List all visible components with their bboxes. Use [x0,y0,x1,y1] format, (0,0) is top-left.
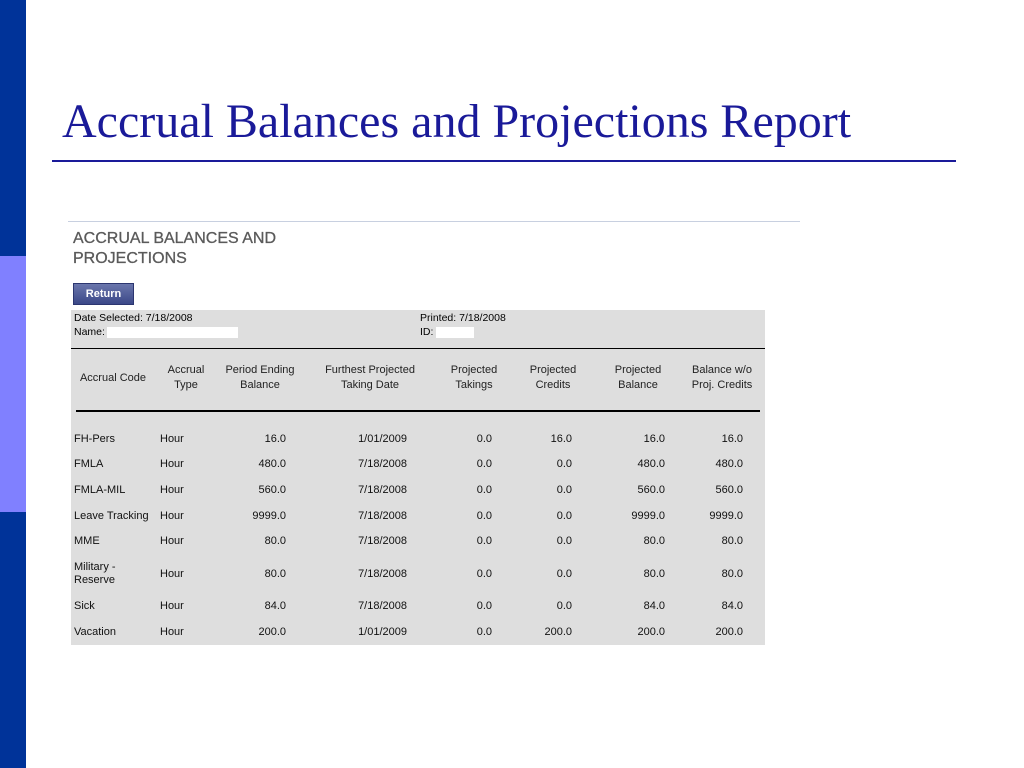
table-cell-accrual-type: Hour [160,535,184,547]
table-cell-projected-balance: 200.0 [637,626,665,638]
table-cell-projected-balance: 16.0 [643,433,665,445]
column-header-projected-credits: Projected Credits [529,364,577,391]
table-cell-projected-credits: 0.0 [556,458,572,470]
header-bottom-rule [76,410,760,412]
header-top-rule [71,348,765,349]
table-cell-projected-credits: 0.0 [556,568,572,580]
table-cell-furthest-projected-taking-date: 1/01/2009 [358,433,407,445]
table-cell-period-ending-balance: 200.0 [258,626,286,638]
redacted-id [436,327,474,338]
table-cell-accrual-code: Vacation [74,626,116,638]
table-cell-furthest-projected-taking-date: 7/18/2008 [358,458,407,470]
table-cell-projected-balance: 560.0 [637,484,665,496]
table-cell-projected-takings: 0.0 [476,568,492,580]
table-cell-furthest-projected-taking-date: 1/01/2009 [358,626,407,638]
redacted-name [107,327,238,338]
column-header-accrual-type: Accrual Type [167,364,205,391]
table-cell-period-ending-balance: 16.0 [264,433,286,445]
table-cell-projected-takings: 0.0 [476,535,492,547]
table-cell-furthest-projected-taking-date: 7/18/2008 [358,484,407,496]
title-underline [52,160,956,162]
table-cell-balance-wo-proj-credits: 80.0 [721,568,743,580]
table-cell-balance-wo-proj-credits: 480.0 [715,458,743,470]
table-cell-projected-takings: 0.0 [476,510,492,522]
table-cell-balance-wo-proj-credits: 16.0 [721,433,743,445]
table-row [71,626,765,639]
table-cell-accrual-type: Hour [160,433,184,445]
table-cell-projected-credits: 200.0 [544,626,572,638]
table-cell-accrual-code: Leave Tracking [74,510,149,522]
table-cell-projected-credits: 0.0 [556,484,572,496]
table-cell-furthest-projected-taking-date: 7/18/2008 [358,535,407,547]
table-cell-projected-takings: 0.0 [476,458,492,470]
table-cell-projected-balance: 480.0 [637,458,665,470]
table-cell-period-ending-balance: 9999.0 [252,510,286,522]
table-cell-accrual-code: Sick [74,600,95,612]
report-heading: ACCRUAL BALANCES AND PROJECTIONS [73,230,277,267]
id-label: ID: [420,326,434,338]
table-cell-balance-wo-proj-credits: 84.0 [721,600,743,612]
column-header-period-ending-balance: Period Ending Balance [225,364,295,391]
table-cell-projected-takings: 0.0 [476,626,492,638]
column-header-accrual-code: Accrual Code [79,372,147,384]
table-cell-accrual-code: MME [74,535,100,547]
table-cell-projected-balance: 9999.0 [631,510,665,522]
date-selected: Date Selected: 7/18/2008 [74,312,193,324]
table-cell-accrual-type: Hour [160,568,184,580]
table-cell-projected-balance: 80.0 [643,568,665,580]
table-row [71,510,765,523]
table-cell-period-ending-balance: 560.0 [258,484,286,496]
table-cell-projected-takings: 0.0 [476,484,492,496]
column-header-projected-balance: Projected Balance [614,364,662,391]
slide-side-bar-accent [0,256,26,512]
table-cell-projected-takings: 0.0 [476,600,492,612]
table-cell-projected-credits: 0.0 [556,535,572,547]
table-cell-accrual-code: Military - Reserve [74,561,116,586]
table-row [71,535,765,548]
table-cell-projected-balance: 84.0 [643,600,665,612]
table-cell-period-ending-balance: 80.0 [264,535,286,547]
table-cell-balance-wo-proj-credits: 200.0 [715,626,743,638]
name-label: Name: [74,326,105,338]
table-cell-period-ending-balance: 480.0 [258,458,286,470]
table-cell-period-ending-balance: 84.0 [264,600,286,612]
table-cell-accrual-type: Hour [160,484,184,496]
table-cell-accrual-code: FH-Pers [74,433,115,445]
column-header-furthest-projected-taking-date: Furthest Projected Taking Date [325,364,415,391]
table-cell-accrual-type: Hour [160,600,184,612]
table-cell-accrual-code: FMLA-MIL [74,484,126,496]
table-cell-furthest-projected-taking-date: 7/18/2008 [358,568,407,580]
table-row [71,484,765,497]
table-cell-projected-credits: 16.0 [550,433,572,445]
printed-date: Printed: 7/18/2008 [420,312,506,324]
table-row [71,433,765,446]
table-cell-accrual-type: Hour [160,458,184,470]
table-cell-accrual-type: Hour [160,510,184,522]
table-row [71,561,765,587]
column-header-balance-w-o-proj-credits: Balance w/o Proj. Credits [691,364,753,391]
table-cell-balance-wo-proj-credits: 80.0 [721,535,743,547]
table-cell-furthest-projected-taking-date: 7/18/2008 [358,510,407,522]
return-button[interactable]: Return [73,283,134,305]
table-cell-balance-wo-proj-credits: 9999.0 [709,510,743,522]
table-cell-projected-credits: 0.0 [556,510,572,522]
table-cell-balance-wo-proj-credits: 560.0 [715,484,743,496]
panel-top-rule [68,221,800,222]
table-cell-accrual-code: FMLA [74,458,104,470]
table-cell-furthest-projected-taking-date: 7/18/2008 [358,600,407,612]
table-cell-projected-credits: 0.0 [556,600,572,612]
table-row [71,600,765,613]
table-cell-projected-balance: 80.0 [643,535,665,547]
table-row [71,458,765,471]
table-cell-period-ending-balance: 80.0 [264,568,286,580]
table-cell-accrual-type: Hour [160,626,184,638]
table-cell-projected-takings: 0.0 [476,433,492,445]
column-header-projected-takings: Projected Takings [450,364,498,391]
slide-title: Accrual Balances and Projections Report [62,95,852,148]
report-panel [71,310,765,645]
